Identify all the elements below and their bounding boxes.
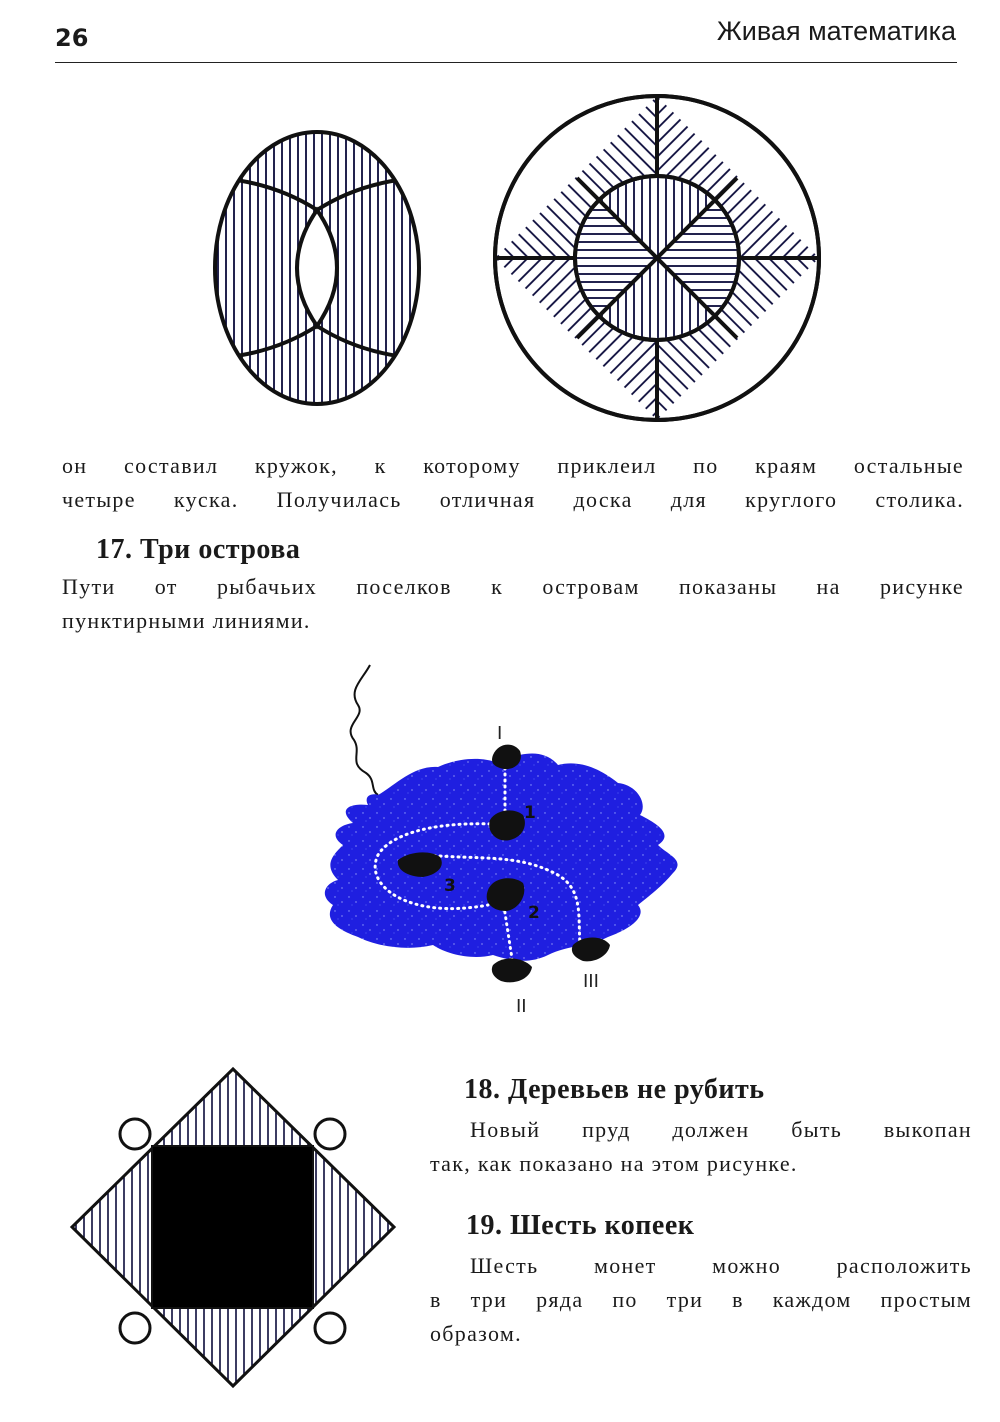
pond-figure [66,1064,400,1398]
text-line: образом. [430,1321,522,1346]
islands-lake-figure [318,655,698,1020]
running-title: Живая математика [716,16,956,46]
text-line: в три ряда по три в каждом простым [430,1287,972,1312]
tree-top-right [315,1119,345,1149]
text-line: Новый пруд должен быть выкопан [470,1117,972,1142]
village-label-II: II [516,996,527,1017]
stream [351,665,378,795]
old-pond-square [152,1146,313,1308]
village-II [492,958,532,982]
table-top-figure [200,88,830,428]
text-line: Шесть монет можно расположить [470,1253,972,1278]
lake [325,753,678,960]
text-line: он составил кружок, к которому приклеил по краям остальные [62,453,964,478]
text-line: пунктирными линиями. [62,608,311,633]
section-19-text [430,1249,972,1351]
text-line: четыре куска. Получилась отличная доска для круглого столика. [62,487,964,512]
text-line: так, как показано на этом рисунке. [430,1151,798,1176]
header-rule [55,62,957,63]
island-label-3: 3 [444,876,456,896]
round-table-top [495,96,819,420]
section-17-title: 17. Три острова [96,534,301,565]
section-18-title: 18. Деревьев не рубить [464,1074,765,1105]
section-18-text [430,1113,972,1181]
section-16-ending [62,449,964,517]
page-number: 26 [55,24,89,52]
village-label-III: III [583,971,599,992]
island-label-2: 2 [528,903,540,923]
tree-top-left [120,1119,150,1149]
oval-table-top [215,132,419,404]
text-line: Пути от рыбачьих поселков к островам показаны на рисунке [62,574,964,599]
island-label-1: 1 [524,803,536,823]
village-label-I: I [497,723,503,744]
section-19-title: 19. Шесть копеек [466,1210,695,1241]
village-I [492,745,521,769]
tree-bottom-right [315,1313,345,1343]
section-17-text [62,570,964,638]
tree-bottom-left [120,1313,150,1343]
